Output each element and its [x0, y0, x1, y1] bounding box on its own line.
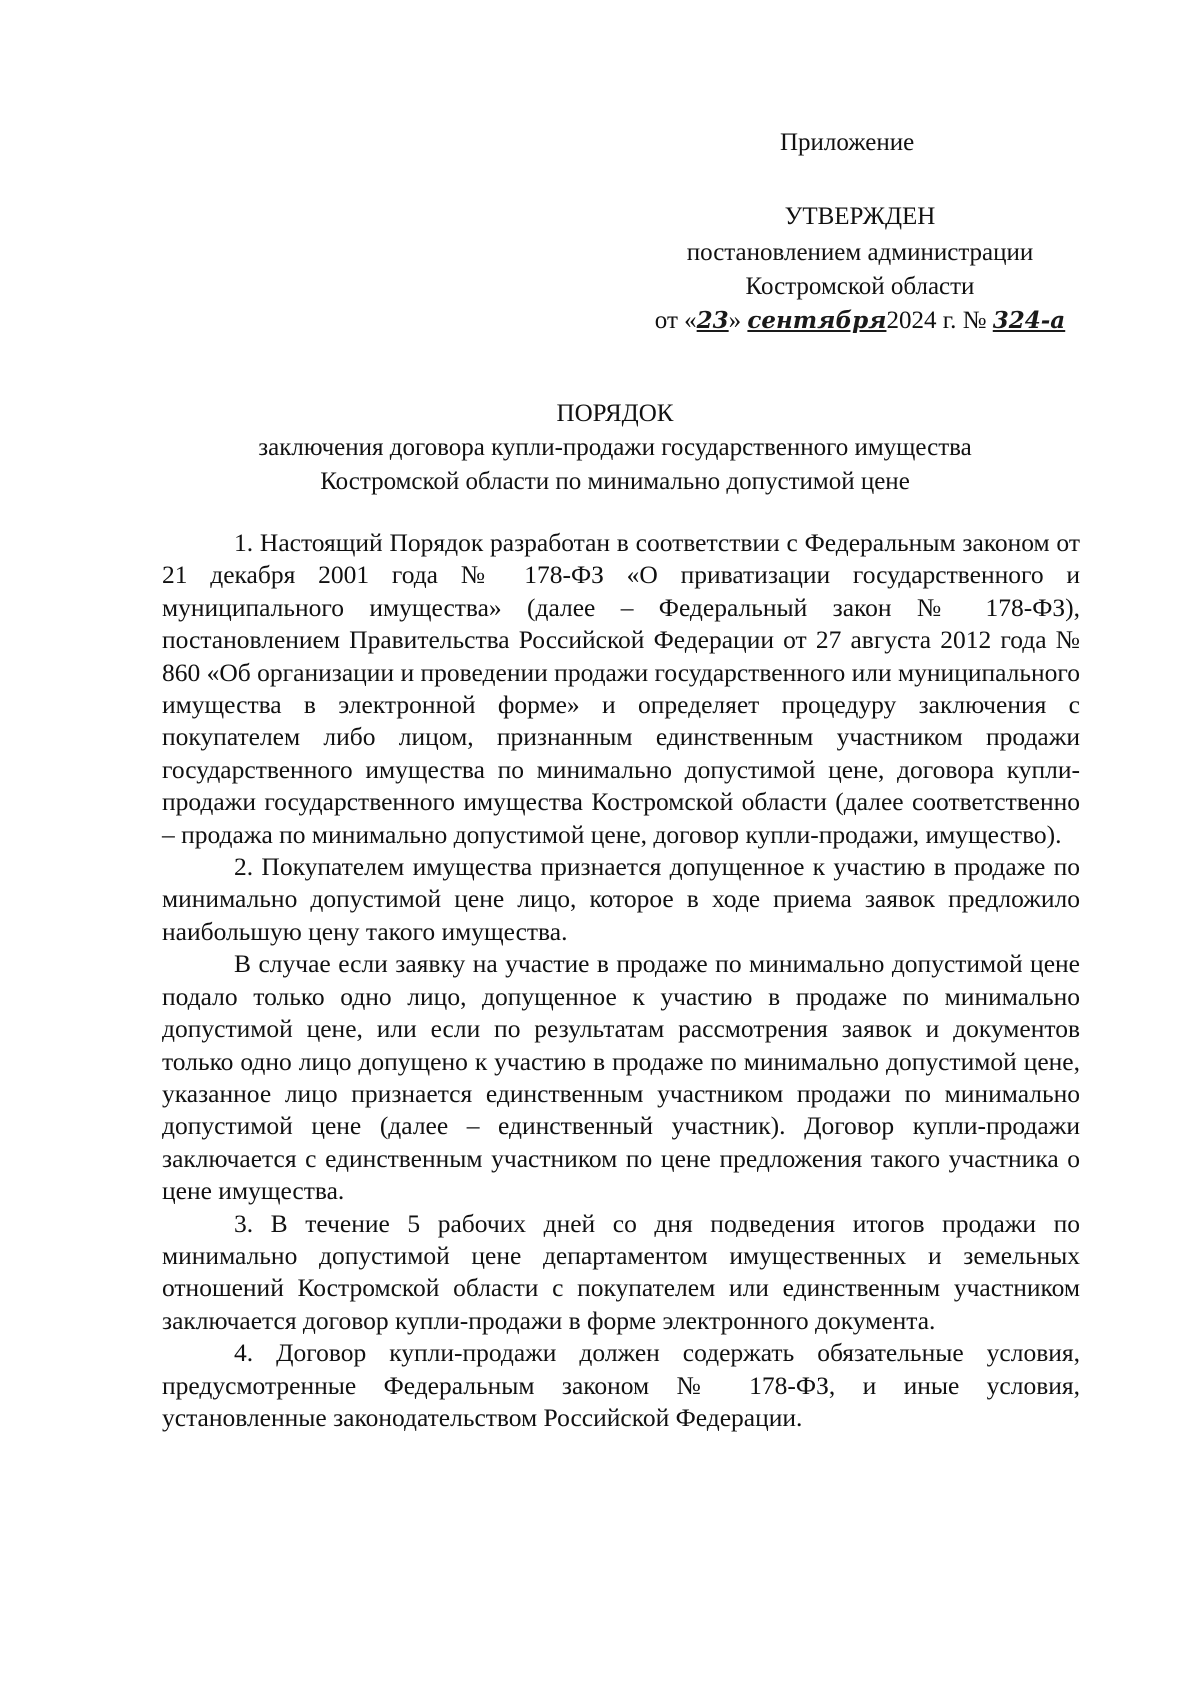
handwritten-day: 23 — [696, 307, 729, 334]
date-mid: » — [728, 307, 742, 334]
approved-label: УТВЕРЖДЕН — [784, 203, 936, 230]
annex-label: Приложение — [780, 129, 915, 156]
title-subtitle-line1: заключения договора купли-продажи государственного имущества — [258, 434, 972, 461]
paragraph-2: 2. Покупателем имущества признается допущенное к участию в продаже по минимально допустимой цене лицо, которое в ходе приема заявок предложило наибольшую цену такого имущества. — [162, 852, 1080, 946]
region-line: Костромской области — [745, 273, 975, 300]
paragraph-5: 4. Договор купли-продажи должен содержать обязательные условия, предусмотренные Федеральным законом № 178-ФЗ, и иные условия, установленные законодательством Российской Федерации. — [162, 1338, 1080, 1432]
handwritten-month: сентября — [747, 307, 887, 334]
paragraph-4: 3. В течение 5 рабочих дней со дня подведения итогов продажи по минимально допустимой цене департаментом имущественных и земельных отношений Костромской области с покупателем или единственным участником заключается договор купли-продажи в форме электронного документа. — [162, 1208, 1080, 1335]
decree-by-line: постановлением администрации — [686, 239, 1034, 266]
paragraph-3: В случае если заявку на участие в продаже по минимально допустимой цене подало только одно лицо, допущенное к участию в продаже по минимально допустимой цене, или если по результатам рассмотрения заявок и документов только одно лицо допущено к участию в продаже по минимально допустимой цене, указанное лицо признается единственным участником продажи по минимально допустимой цене (далее – единственный участник). Договор купли-продажи заключается с единственным участником по цене предложения такого участника о цене имущества. — [162, 949, 1080, 1206]
document-body — [162, 527, 1080, 1434]
approval-block — [640, 200, 1080, 338]
date-prefix: от « — [654, 307, 697, 334]
date-year: 2024 г. № — [886, 307, 987, 334]
paragraph-1: 1. Настоящий Порядок разработан в соответствии с Федеральным законом от 21 декабря 2001 года № 178-ФЗ «О приватизации государственного и муниципального имущества» (далее – Федеральный закон № 178-ФЗ), постановлением Правительства Российской Федерации от 27 августа 2012 года № 860 «Об организации и проведении продажи государственного или муниципального имущества в электронной форме» и определяет процедуру заключения с покупателем либо лицом, признанным единственным участником продажи государственного имущества по минимально допустимой цене, договора купли-продажи государственного имущества Костромской области (далее соответственно – продажа по минимально допустимой цене, договор купли-продажи, имущество). — [162, 528, 1080, 849]
title-subtitle-line2: Костромской области по минимально допустимой цене — [320, 468, 910, 495]
document-title — [150, 397, 1080, 499]
handwritten-decree-number: 324-а — [992, 307, 1066, 334]
title-main: ПОРЯДОК — [556, 400, 674, 427]
decree-date-line — [640, 304, 1080, 338]
